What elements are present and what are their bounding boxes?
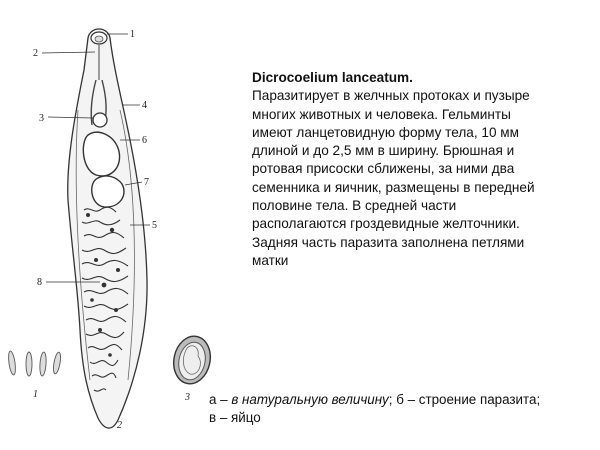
caption-b-text: ; б – строение паразита; xyxy=(388,392,541,407)
part-label-8: 8 xyxy=(37,277,42,288)
natural-size-specimens xyxy=(7,351,62,376)
part-label-6: 6 xyxy=(142,135,147,146)
fluke-illustration xyxy=(0,0,240,450)
description-paragraph-1: Паразитирует в желчных протоках и пузыре многих животных и человека. Гельминты имеют ланцетовидную форму тела, 10 мм длиной и до 2,5 мм в ширину. Брюшная и ротовая присоски сближены, за ними два семенника и яичник, размещены в передней половине тела. В средней части располагаются гроздевидные желточники. xyxy=(252,88,535,232)
species-title: Dicrocoelium lanceatum. xyxy=(252,70,413,85)
part-label-7: 7 xyxy=(144,177,149,188)
egg-drawing xyxy=(169,333,214,387)
subfigure-label-natural-size: 1 xyxy=(33,389,38,400)
caption-a-text: в натуральную величину xyxy=(231,392,389,407)
part-label-2: 2 xyxy=(33,48,38,59)
subfigure-label-egg: 3 xyxy=(185,392,190,403)
subfigure-label-structure: 2 xyxy=(117,420,122,431)
part-label-5: 5 xyxy=(152,220,157,231)
caption-a-prefix: а – xyxy=(209,392,232,407)
description-paragraph-2: Задняя часть паразита заполнена петлями матки xyxy=(252,234,525,268)
fluke-drawing xyxy=(0,0,240,450)
description-block xyxy=(252,69,552,270)
part-label-1: 1 xyxy=(130,29,135,40)
caption-c-text: в – яйцо xyxy=(209,410,261,425)
figure-caption xyxy=(209,391,599,427)
part-label-4: 4 xyxy=(142,100,147,111)
part-label-3: 3 xyxy=(39,113,44,124)
